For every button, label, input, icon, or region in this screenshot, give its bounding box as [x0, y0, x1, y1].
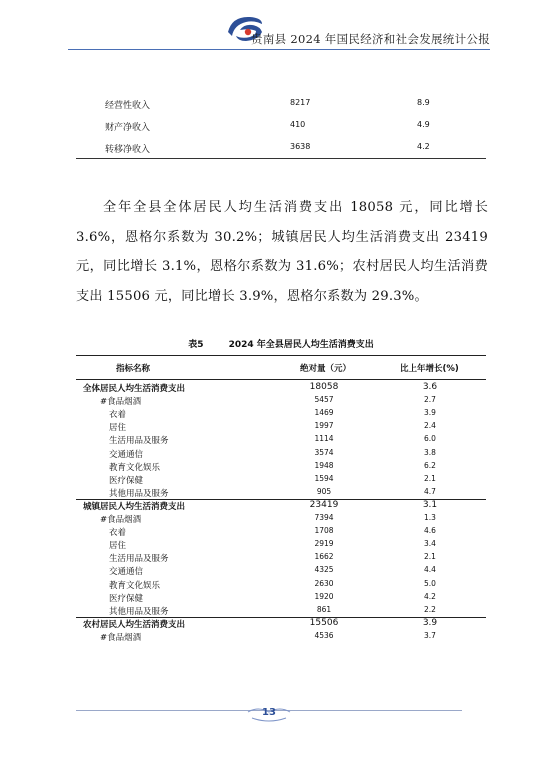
row-value: 7394: [314, 513, 334, 522]
table-row: [76, 500, 486, 513]
row-value: 3638: [290, 142, 311, 151]
row-name: 教育文化娱乐: [109, 462, 161, 473]
row-growth: 1.3: [424, 513, 436, 522]
row-growth: 3.8: [424, 447, 436, 457]
row-value: 15506: [309, 617, 339, 628]
table-row: [76, 448, 486, 461]
row-name: #食品烟酒: [100, 397, 142, 408]
row-name: 经营性收入: [105, 101, 151, 111]
row-name: #食品烟酒: [100, 632, 142, 643]
table-row: [76, 474, 486, 487]
row-name: 衣着: [109, 410, 127, 421]
row-growth: 3.4: [424, 539, 436, 549]
row-growth: 4.9: [417, 120, 430, 129]
row-value: 905: [316, 486, 332, 496]
row-growth: 4.2: [424, 591, 436, 601]
row-growth: 2.2: [424, 604, 436, 614]
row-name: 其他用品及服务: [109, 606, 169, 617]
table-row: [76, 408, 486, 421]
header-name: 指标名称: [116, 364, 151, 374]
row-value: 8217: [290, 98, 311, 107]
row-value: 3574: [314, 447, 334, 457]
row-value: 1469: [314, 408, 334, 418]
table-row: [76, 605, 486, 618]
table-row: [76, 526, 486, 539]
row-growth: 2.4: [424, 421, 436, 431]
row-name: 衣着: [109, 528, 127, 539]
page-number-text: 13: [262, 707, 276, 718]
table-row: [76, 382, 486, 395]
row-name: 教育文化娱乐: [109, 580, 161, 591]
row-growth: 2.7: [424, 395, 436, 405]
header-growth: 比上年增长(%): [400, 364, 459, 374]
row-growth: 3.7: [424, 630, 436, 640]
row-name: 交通通信: [109, 567, 144, 578]
row-name: 转移净收入: [105, 145, 151, 155]
row-value: 1920: [314, 591, 334, 601]
row-value: 1114: [314, 434, 334, 444]
table-row: [76, 592, 486, 605]
table-row: [76, 421, 486, 434]
row-name: 生活用品及服务: [109, 436, 169, 447]
row-name: 农村居民人均生活消费支出: [83, 619, 186, 630]
row-value: 1997: [314, 421, 334, 431]
row-name: #食品烟酒: [100, 515, 142, 525]
row-growth: 4.4: [424, 565, 436, 575]
row-value: 1948: [314, 460, 334, 470]
row-name: 居住: [109, 541, 127, 552]
table-row: [76, 114, 486, 136]
table-row: [76, 579, 486, 592]
row-growth: 3.1: [422, 499, 438, 510]
header-divider: [68, 49, 490, 50]
row-growth: 3.6: [422, 382, 438, 392]
row-name: 居住: [109, 423, 127, 434]
table-top-rule: [76, 355, 486, 356]
table-bottom-rule: [76, 158, 486, 159]
row-value: 1708: [314, 526, 334, 536]
row-name: 城镇居民人均生活消费支出: [83, 501, 186, 512]
row-growth: 4.7: [424, 486, 436, 496]
table-row: [76, 136, 486, 158]
table-row: [76, 434, 486, 447]
row-value: 1594: [314, 473, 334, 483]
table-row: [76, 618, 486, 631]
page-number: [246, 704, 292, 724]
row-growth: 6.2: [424, 460, 436, 470]
income-table-continued: [76, 92, 486, 158]
row-growth: 5.0: [424, 578, 436, 588]
row-growth: 3.9: [424, 408, 436, 418]
row-value: 4325: [314, 565, 334, 575]
table-row: [76, 461, 486, 474]
table-row: [76, 565, 486, 578]
row-value: 4536: [314, 630, 334, 640]
row-value: 2630: [314, 578, 334, 588]
row-growth: 3.9: [422, 617, 438, 628]
row-name: 财产净收入: [105, 123, 151, 133]
row-name: 交通通信: [109, 449, 144, 460]
table-row: [76, 487, 486, 500]
row-value: 2919: [314, 539, 334, 549]
table-title: 2024 年全县居民人均生活消费支出: [228, 340, 374, 350]
row-name: 医疗保健: [109, 593, 144, 604]
row-name: 医疗保健: [109, 475, 144, 486]
table-row: [76, 552, 486, 565]
row-value: 861: [316, 604, 332, 614]
header-rule: [76, 379, 486, 380]
row-name: 全体居民人均生活消费支出: [83, 384, 186, 394]
table-row: [76, 539, 486, 552]
row-growth: 6.0: [424, 434, 436, 444]
table-row: [76, 631, 486, 644]
row-value: 410: [290, 120, 306, 129]
row-growth: 4.2: [417, 142, 430, 151]
table-row: [76, 92, 486, 114]
row-name: 其他用品及服务: [109, 488, 169, 499]
row-value: 23419: [309, 499, 339, 510]
row-growth: 2.1: [424, 552, 436, 562]
group-rule: [76, 617, 486, 618]
row-growth: 8.9: [417, 98, 430, 107]
table-number: 表5: [188, 340, 204, 350]
row-name: 生活用品及服务: [109, 554, 169, 565]
row-value: 5457: [314, 395, 334, 405]
header-title: 贵南县 2024 年国民经济和社会发展统计公报: [251, 32, 490, 46]
consumption-paragraph: 全年全县全体居民人均生活消费支出 18058 元，同比增长 3.6%，恩格尔系数为 30.2%；城镇居民人均生活消费支出 23419 元，同比增长 3.1%，恩格尔系数为 31.6%；农村居民人均生活消费支出 15506 元，同比增长 3.9%，恩格尔系数为 29.3%。: [76, 200, 488, 304]
row-value: 1662: [314, 552, 334, 562]
row-growth: 2.1: [424, 473, 436, 483]
row-growth: 4.6: [424, 526, 436, 536]
row-value: 18058: [309, 382, 339, 392]
header-value: 绝对量（元）: [300, 364, 352, 374]
page-header: [0, 0, 538, 60]
group-rule: [76, 499, 486, 500]
table-caption: [76, 337, 486, 350]
table-row: [76, 513, 486, 526]
table-row: [76, 395, 486, 408]
